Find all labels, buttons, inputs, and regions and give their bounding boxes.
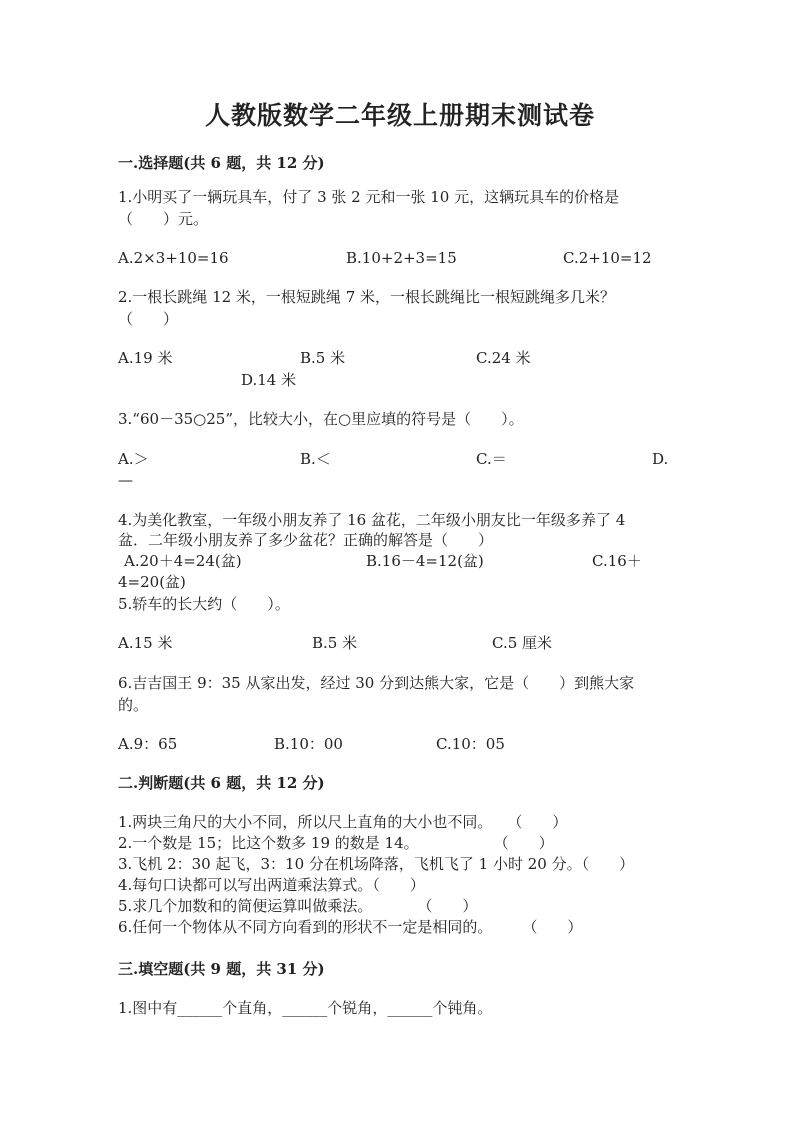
question-3-option-c: C.＝ xyxy=(476,450,507,468)
judge-item-3: 3.飞机 2：30 起飞，3：10 分在机场降落，飞机飞了 1 小时 20 分。（ ） xyxy=(118,855,635,873)
question-4-option-c: C.16＋ xyxy=(592,552,642,570)
judge-item-2: 2.一个数是 15；比这个数多 19 的数是 14。 （ ） xyxy=(118,834,554,852)
question-3-text: 3.“60－35○25”，比较大小，在○里应填的符号是（ ）。 xyxy=(118,410,524,428)
judge-item-5: 5.求几个加数和的简便运算叫做乘法。 （ ） xyxy=(118,897,478,915)
question-4-option-b: B.16－4=12(盆) xyxy=(366,552,484,570)
question-1-option-b: B.10+2+3=15 xyxy=(346,249,457,267)
page-title: 人教版数学二年级上册期末测试卷 xyxy=(204,101,595,130)
section-heading-fill: 三.填空题(共 9 题，共 31 分) xyxy=(118,960,325,978)
judge-item-4: 4.每句口诀都可以写出两道乘法算式。（ ） xyxy=(118,876,425,894)
question-2-text-cont: （ ） xyxy=(118,310,179,328)
question-2-text: 2.一根长跳绳 12 米，一根短跳绳 7 米，一根长跳绳比一根短跳绳多几米？ xyxy=(118,288,616,306)
question-2-option-c: C.24 米 xyxy=(476,349,531,367)
question-6-option-c: C.10：05 xyxy=(436,735,505,753)
question-5-option-c: C.5 厘米 xyxy=(492,634,553,652)
question-2-option-d: D.14 米 xyxy=(241,371,297,389)
question-1-option-c: C.2+10=12 xyxy=(563,249,652,267)
question-6-text-cont: 的。 xyxy=(118,696,149,714)
question-6-option-b: B.10：00 xyxy=(274,735,343,753)
question-3-option-a: A.＞ xyxy=(118,450,149,468)
question-4-text-cont: 盆．二年级小朋友养了多少盆花？正确的解答是（ ） xyxy=(118,531,494,549)
fill-question-1: 1.图中有______个直角，______个锐角，______个钝角。 xyxy=(118,999,493,1017)
question-3-option-d-wrap: — xyxy=(118,471,133,489)
question-5-text: 5.轿车的长大约（ ）。 xyxy=(118,595,290,613)
question-6-option-a: A.9：65 xyxy=(118,735,178,753)
judge-item-6: 6.任何一个物体从不同方向看到的形状不一定是相同的。 （ ） xyxy=(118,918,583,936)
question-1-text-cont: （ ）元。 xyxy=(118,210,209,228)
question-3-option-b: B.＜ xyxy=(300,450,331,468)
question-4-option-a: A.20＋4=24(盆) xyxy=(124,552,242,570)
judge-item-1: 1.两块三角尺的大小不同，所以尺上直角的大小也不同。 （ ） xyxy=(118,813,568,831)
question-4-text: 4.为美化教室，一年级小朋友养了 16 盆花，二年级小朋友比一年级多养了 4 xyxy=(118,511,626,529)
question-1-text: 1.小明买了一辆玩具车，付了 3 张 2 元和一张 10 元，这辆玩具车的价格是 xyxy=(118,188,620,206)
question-6-text: 6.吉吉国王 9：35 从家出发，经过 30 分到达熊大家，它是（ ）到熊大家 xyxy=(118,674,635,692)
question-2-option-b: B.5 米 xyxy=(300,349,346,367)
question-1-option-a: A.2×3+10=16 xyxy=(118,249,229,267)
section-heading-choice: 一.选择题(共 6 题，共 12 分) xyxy=(118,154,325,172)
section-heading-judge: 二.判断题(共 6 题，共 12 分) xyxy=(118,774,325,792)
question-3-option-d: D. xyxy=(652,450,669,468)
question-4-option-c-wrap: 4=20(盆) xyxy=(118,573,186,591)
question-2-option-a: A.19 米 xyxy=(118,349,173,367)
question-5-option-b: B.5 米 xyxy=(312,634,358,652)
question-5-option-a: A.15 米 xyxy=(118,634,173,652)
